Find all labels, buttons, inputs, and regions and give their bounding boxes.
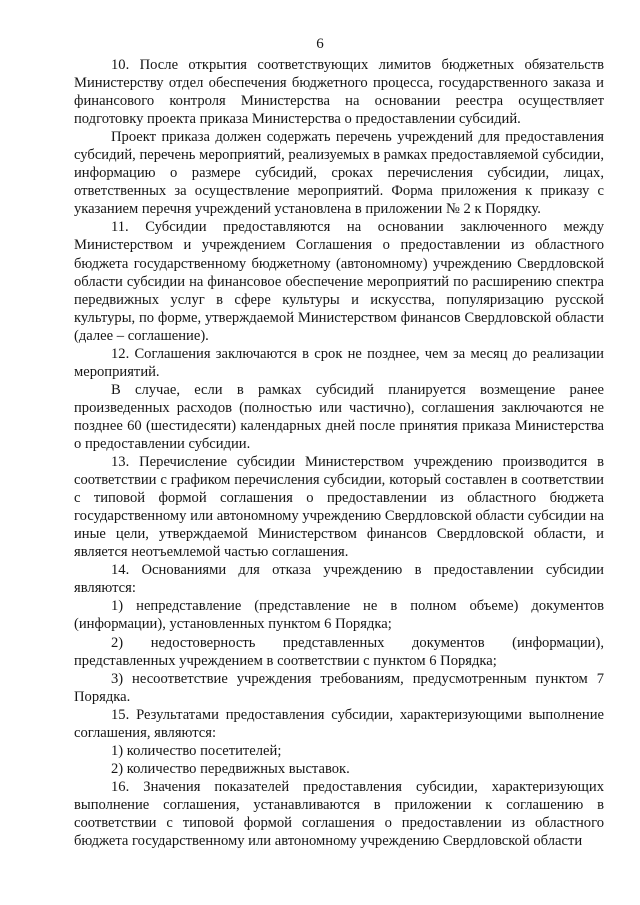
paragraph-16: 16. Значения показателей предоставления субсидии, характеризующих выполнение соглашения, устанавливаются в приложении к соглашению в соответствии с типовой формой соглашения о предоставлении из областного бюджета государственному или автономному учреждению Свердловской области [74,778,604,850]
paragraph-reimbursement: В случае, если в рамках субсидий планируется возмещение ранее произведенных расходов (полностью или частично), соглашения заключаются не позднее 60 (шестидесяти) календарных дней после принятия приказа Министерства о предоставлении субсидии. [74,381,604,452]
list-item: 3) несоответствие учреждения требованиям, предусмотренным пунктом 7 Порядка. [74,670,604,705]
list-item: 2) количество передвижных выставок. [111,760,350,777]
list-item: 1) количество посетителей; [111,742,282,759]
paragraph-11: 11. Субсидии предоставляются на основании заключенного между Министерством и учреждением Соглашения о предоставлении из областного бюджета государственному бюджетному (автономному) учреждению Свердловской области субсидии на финансовое обеспечение мероприятий по расширению спектра передвижных услуг в сфере культуры и искусства, популяризацию русской культуры, по форме, утверждаемой Министерством финансов Свердловской области (далее – соглашение). [74,219,604,344]
list-item: 2) недостоверность представленных документов (информации), представленных учреждением в соответствии с пунктом 6 Порядка; [74,634,604,669]
document-body [74,56,604,850]
page-number: 6 [316,36,324,52]
list-item: 1) непредставление (представление не в полном объеме) документов (информации), установленных пунктом 6 Порядка; [74,598,604,633]
paragraph-13: 13. Перечисление субсидии Министерством учреждению производится в соответствии с графиком перечисления субсидии, который составлен в соответствии с типовой формой соглашения о предоставлении из областного бюджета государственному или автономному учреждению Свердловской области субсидии на иные цели, утверждаемой Министерством финансов Свердловской области, и является неотъемлемой частью соглашения. [74,454,604,561]
paragraph-15: 15. Результатами предоставления субсидии, характеризующими выполнение соглашения, являются: [74,706,604,741]
paragraph-14: 14. Основаниями для отказа учреждению в предоставлении субсидии являются: [74,562,604,597]
paragraph-12: 12. Соглашения заключаются в срок не позднее, чем за месяц до реализации мероприятий. [74,345,604,380]
paragraph-order-draft: Проект приказа должен содержать перечень учреждений для предоставления субсидий, перечень мероприятий, реализуемых в рамках предоставляемой субсидии, информацию о размере субсидий, сроках перечисления субсидии, лицах, ответственных за осуществление мероприятий. Форма приложения к приказу с указанием перечня учреждений установлена в приложении № 2 к Порядку. [74,129,604,218]
paragraph-10: 10. После открытия соответствующих лимитов бюджетных обязательств Министерству отдел обеспечения бюджетного процесса, государственного заказа и финансового контроля Министерства на основании реестра осуществляет подготовку проекта приказа Министерства о предоставлении субсидий. [74,57,604,128]
